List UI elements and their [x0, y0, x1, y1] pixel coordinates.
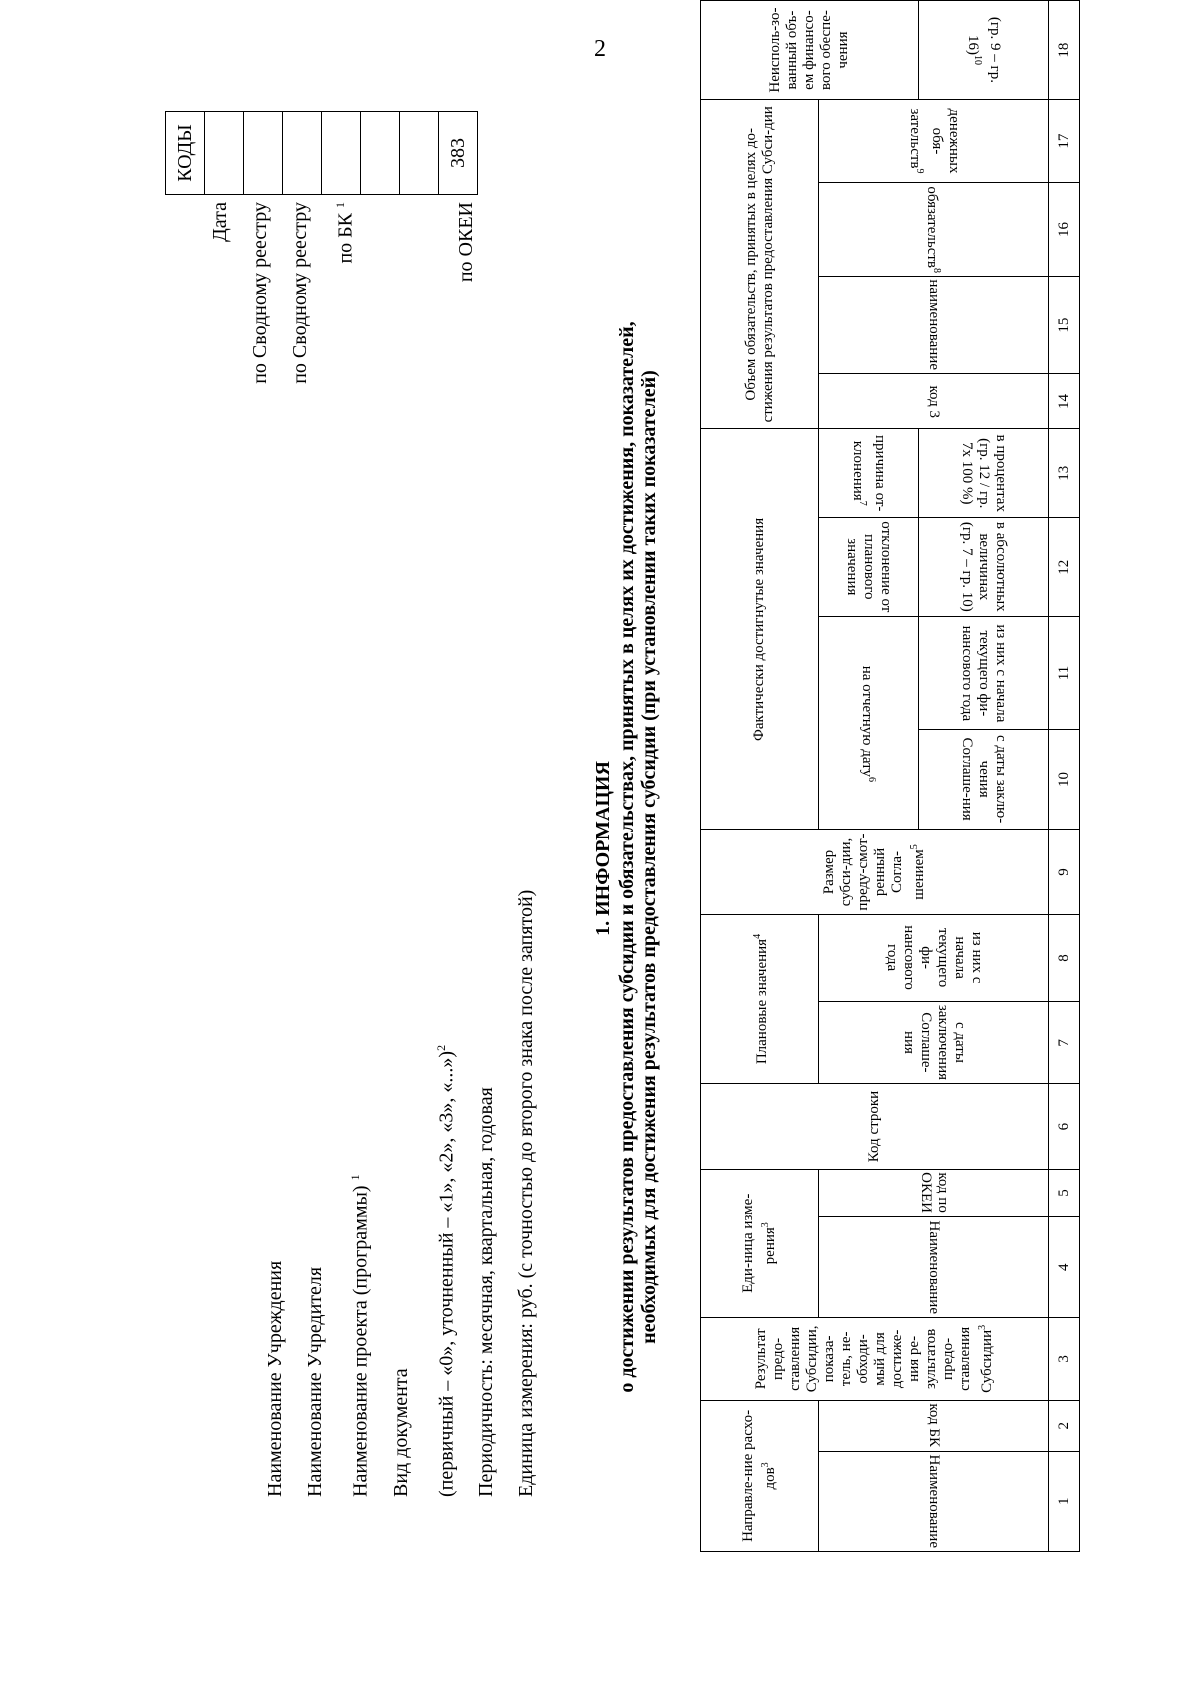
th-row-code: Код строки [701, 1084, 1049, 1169]
th-subsidy-size: Размер субси-дии, преду-смот-ренный Согла-шением$^5$ [701, 830, 1049, 914]
col-number: 7 [1049, 1002, 1080, 1084]
th-since-year-start2: из них с начала текущего фи-нансового года [919, 617, 1049, 729]
th-result: Результат предо-ставления Субсидии, показа-тель, не-обходи-мый для достиже-ния ре-зультатов предо-ставления Субсидии$^3$ [701, 1317, 1049, 1400]
th-unit: Еди-ница изме-рения$^3$ [701, 1169, 819, 1317]
column-numbers-row [1049, 1, 1080, 1552]
th-on-report-date: на отчетную дату$^6$ [819, 617, 919, 830]
th-obligations-col: обязательств$^8$ [819, 183, 1049, 277]
th-deviation: отклонение от планового значения [819, 518, 919, 617]
periodicity-label: Периодичность: месячная, квартальная, годовая [475, 1087, 498, 1497]
col-number: 16 [1049, 183, 1080, 277]
col-number: 2 [1049, 1400, 1080, 1451]
institution-name-label: Наименование Учреждения [264, 1260, 286, 1497]
registry-label-2: по Сводному реестру [289, 202, 311, 384]
th-obligations: Объем обязательств, принятых в целях до-стижения результатов предоставления Субси-дии [701, 100, 819, 429]
col-number: 15 [1049, 276, 1080, 374]
th-since-agreement: с даты заключения Соглаше-ния [819, 1002, 1049, 1084]
code-cell-okei: 383 [439, 112, 478, 195]
code-cell-registry-2 [283, 112, 322, 195]
report-table [700, 0, 1080, 1552]
founder-name-label: Наименование Учредителя [304, 1266, 326, 1497]
okei-label: по ОКЕИ [454, 202, 477, 283]
col-number: 1 [1049, 1451, 1080, 1551]
th-planned: Плановые значения$^4$ [701, 914, 819, 1084]
th-monetary: денежных обя-зательств$^9$ [819, 100, 1049, 183]
codes-table [165, 111, 478, 195]
col-number: 9 [1049, 830, 1080, 914]
th-since-agreement2: с даты заклю-чения Соглаше-ния [919, 729, 1049, 830]
th-since-year-start: из них с начала текущего фи-нансового года [819, 914, 1049, 1002]
col-number: 5 [1049, 1169, 1080, 1217]
registry-label-1: по Сводному реестру [249, 202, 271, 384]
codes-labels [200, 202, 486, 562]
doc-type-options: (первичный – «0», уточненный – «1», «2», «3», «...»)$^2$ [433, 1044, 458, 1497]
section-title: 1. ИНФОРМАЦИЯ [592, 761, 614, 936]
bk-label: по БК $^1$ [333, 202, 357, 264]
th-absolute: в абсолютных величинах (гр. 7 – гр. 10) [919, 518, 1049, 617]
code-cell-date [205, 112, 244, 195]
code-cell-registry-1 [244, 112, 283, 195]
col-number: 18 [1049, 1, 1080, 100]
doc-type-label: Вид документа [389, 1368, 412, 1497]
col-number: 6 [1049, 1084, 1080, 1169]
date-label: Дата [209, 202, 231, 242]
th-name: Наименование [819, 1451, 1049, 1551]
col-number: 12 [1049, 518, 1080, 617]
th-obl-name: наименование [819, 276, 1049, 374]
th-unused-formula: (гр. 9 – гр. 16)$^{10}$ [919, 1, 1049, 100]
th-unused: Неисполь-зо-ванный объ-ем финансо-вого обеспе-чения [701, 1, 919, 100]
th-percent: в процентах (гр. 12 / гр. 7х 100 %) [919, 429, 1049, 518]
col-number: 10 [1049, 729, 1080, 830]
code-cell-blank-2 [400, 112, 439, 195]
col-number: 14 [1049, 374, 1080, 429]
header-fields [255, 890, 546, 1497]
section-subtitle: о достижении результатов предоставления субсидии и обязательствах, принятых в целях их достижения, показателей, необходимых для достижения результатов предоставления субсидии (при установлении таких показателей) [616, 321, 660, 1393]
th-code3: код 3 [819, 374, 1049, 429]
col-number: 3 [1049, 1317, 1080, 1400]
th-unit-name: Наименование [819, 1217, 1049, 1317]
col-number: 11 [1049, 617, 1080, 729]
page-number: 2 [594, 36, 606, 62]
th-actual: Фактически достигнутые значения [701, 429, 819, 830]
col-number: 13 [1049, 429, 1080, 518]
code-cell-bk [322, 112, 361, 195]
codes-header: КОДЫ [166, 112, 205, 195]
th-deviation-reason: причина от-клонения$^7$ [819, 429, 919, 518]
col-number: 8 [1049, 914, 1080, 1002]
project-name-label: Наименование проекта (программы) $^1$ [348, 1174, 372, 1497]
code-cell-blank-1 [361, 112, 400, 195]
unit-label: Единица измерения: руб. (с точностью до второго знака после запятой) [515, 889, 538, 1497]
col-number: 17 [1049, 100, 1080, 183]
col-number: 4 [1049, 1217, 1080, 1317]
th-okei-code: код по ОКЕИ [819, 1169, 1049, 1217]
th-bk-code: код БК [819, 1400, 1049, 1451]
th-direction: Направле-ние расхо-дов$^3$ [701, 1400, 819, 1551]
